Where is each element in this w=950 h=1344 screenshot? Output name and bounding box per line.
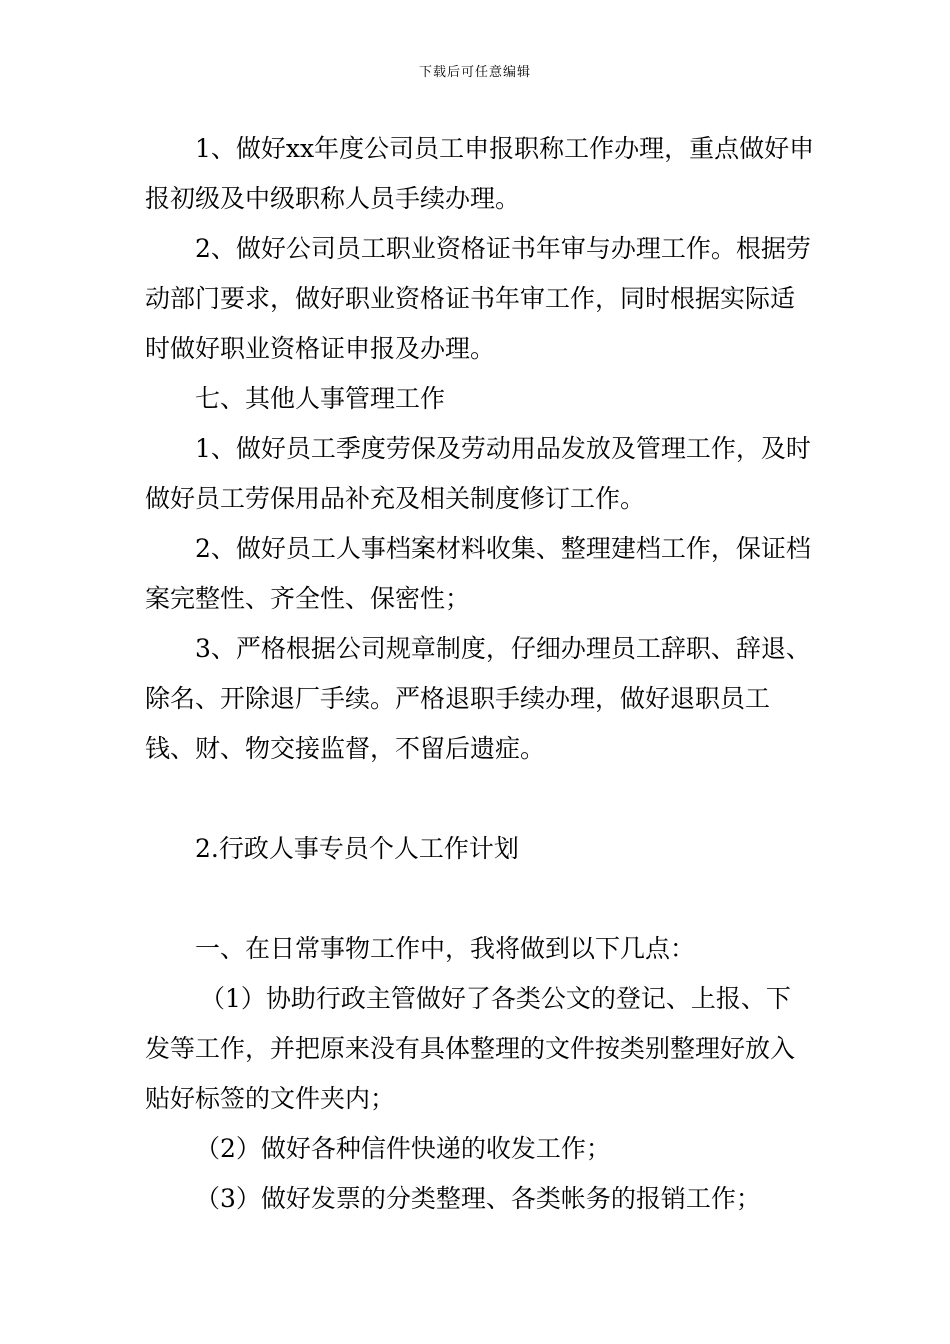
blank-line [145, 874, 815, 924]
paragraph: （3）做好发票的分类整理、各类帐务的报销工作； [195, 1184, 761, 1213]
blank-line [145, 774, 815, 824]
paragraph: 1、做好员工季度劳保及劳动用品发放及管理工作，及时做好员工劳保用品补充及相关制度修订工作。 [145, 434, 811, 513]
paragraph: 2、做好公司员工职业资格证书年审与办理工作。根据劳动部门要求，做好职业资格证书年审工作，同时根据实际适时做好职业资格证申报及办理。 [145, 234, 811, 363]
paragraph: 1、做好xx年度公司员工申报职称工作办理，重点做好申报初级及中级职称人员手续办理。 [145, 134, 815, 213]
paragraph: （1）协助行政主管做好了各类公文的登记、上报、下发等工作，并把原来没有具体整理的文件按类别整理好放入贴好标签的文件夹内； [145, 984, 796, 1113]
document-body [145, 124, 815, 1224]
paragraph: 2、做好员工人事档案材料收集、整理建档工作，保证档案完整性、齐全性、保密性； [145, 534, 811, 613]
section-title: 2.行政人事专员个人工作计划 [195, 834, 519, 863]
section-heading: 七、其他人事管理工作 [195, 384, 446, 413]
page-header: 下载后可任意编辑 [418, 65, 531, 80]
paragraph: 3、严格根据公司规章制度，仔细办理员工辞职、辞退、除名、开除退厂手续。严格退职手续办理，做好退职员工钱、财、物交接监督，不留后遗症。 [145, 634, 811, 763]
paragraph: （2）做好各种信件快递的收发工作； [195, 1134, 611, 1163]
section-heading: 一、在日常事物工作中，我将做到以下几点： [195, 934, 696, 963]
